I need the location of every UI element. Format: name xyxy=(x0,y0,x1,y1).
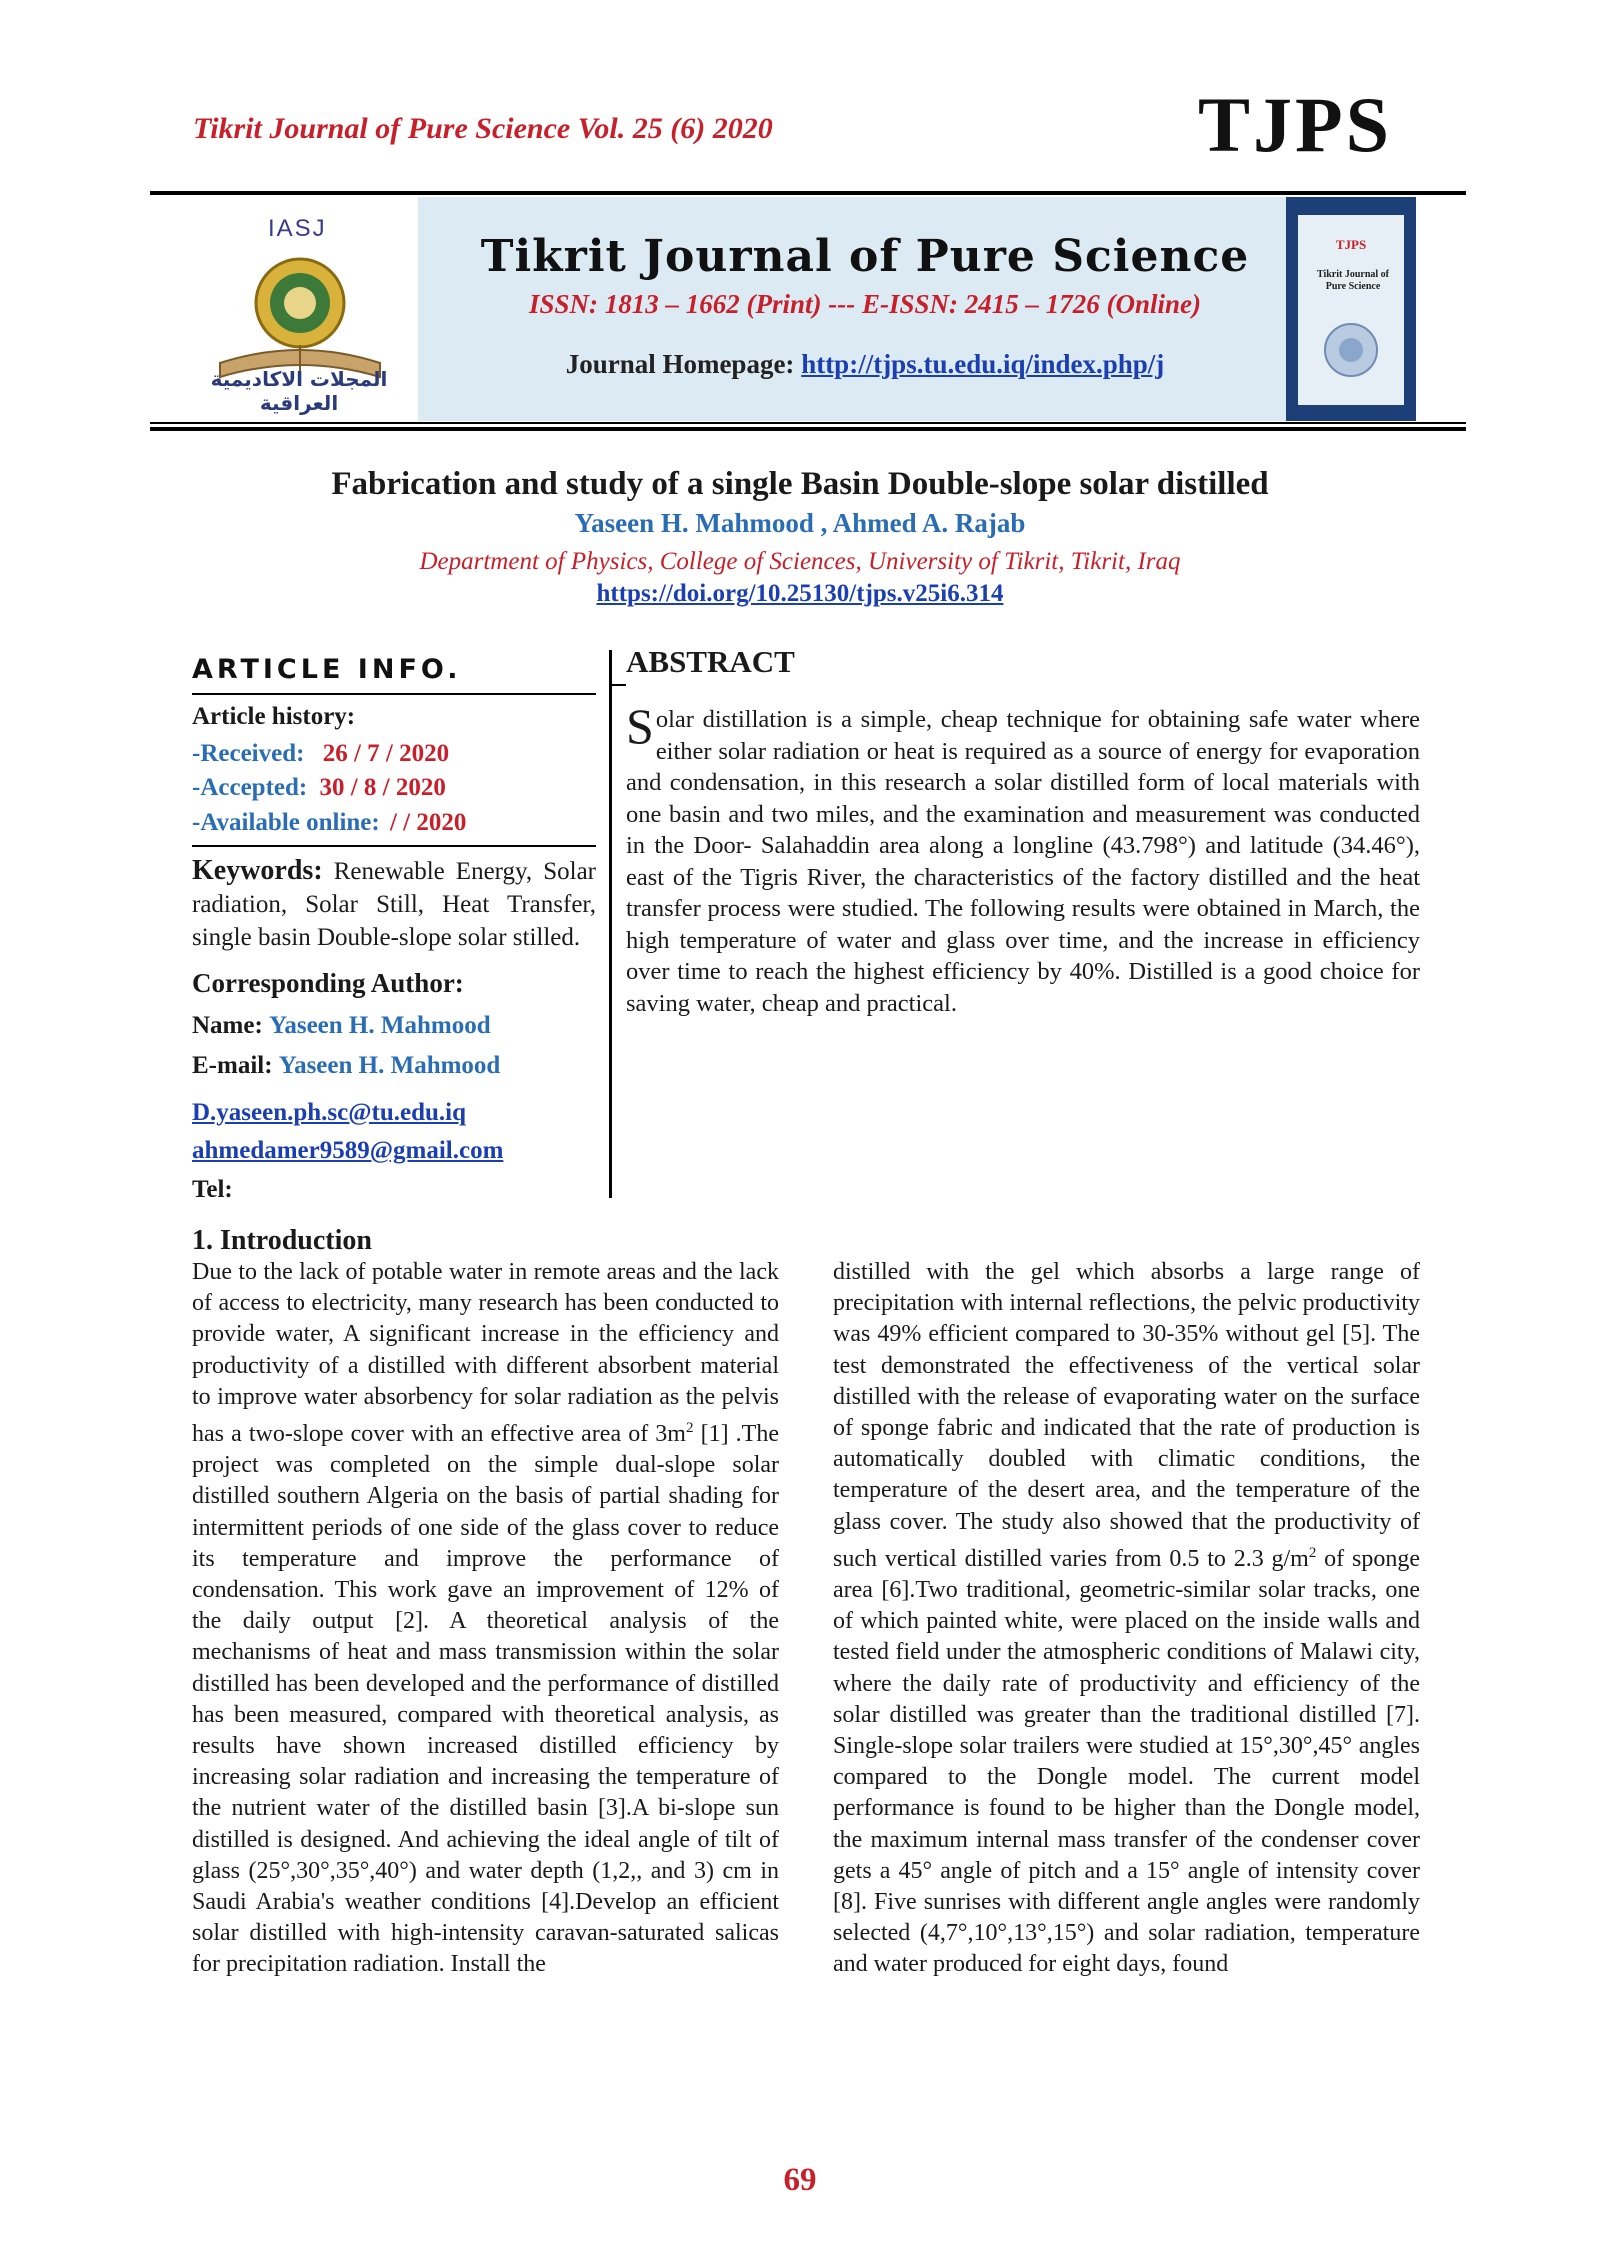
iasj-logo xyxy=(180,215,418,415)
accepted-date xyxy=(192,772,596,805)
article-doi-link[interactable]: https://doi.org/10.25130/tjps.v25i6.314 xyxy=(596,580,1004,607)
received-value: 26 / 7 / 2020 xyxy=(322,739,450,767)
name-label: Name: xyxy=(192,1011,263,1039)
journal-cover-thumbnail xyxy=(1286,197,1416,421)
homepage-label: Journal Homepage: xyxy=(565,349,802,379)
intro-col1-superscript: 2 xyxy=(685,1420,694,1437)
corresponding-author-label: Corresponding Author: xyxy=(192,968,464,999)
intro-col2-superscript: 2 xyxy=(1308,1544,1317,1561)
email-label: E-mail: xyxy=(192,1052,273,1080)
intro-col1-text-a: Due to the lack of potable water in remote areas and the lack of access to electricity, many research has been conducted to provide water, A significant increase in the efficiency and productivity of a distilled with different absorbent material to improve water absorbency for solar radiation as the pelvis has a two-slope cover with an effective area of 3m xyxy=(192,1259,779,1448)
article-title: Fabrication and study of a single Basin Double-slope solar distilled xyxy=(331,466,1269,502)
intro-col2-text-a: distilled with the gel which absorbs a large range of precipitation with internal reflections, the pelvic productivity was 49% efficient compared to 30-35% without gel [5]. The test demonstrated the effectiveness of the vertical solar distilled with the release of evaporating water on the surface of sponge fabric and indicated that the rate of production is automatically doubled with climatic conditions, the temperature of the desert area, and the temperature of the glass cover. The study also showed that the productivity of such vertical distilled varies from 0.5 to 2.3 g/m xyxy=(833,1259,1420,1572)
info-divider-2 xyxy=(192,845,596,847)
cover-tjps: TJPS xyxy=(1335,237,1367,252)
introduction-heading: 1. Introduction xyxy=(192,1225,372,1256)
page-number: 69 xyxy=(783,2162,817,2198)
keywords xyxy=(192,853,596,954)
keywords-label: Keywords: xyxy=(192,855,323,887)
journal-banner xyxy=(150,197,1466,421)
info-divider xyxy=(192,693,596,695)
journal-name: Tikrit Journal of Pure Science xyxy=(480,231,1250,282)
name-value: Yaseen H. Mahmood xyxy=(269,1011,491,1039)
iasj-arabic-name: المجلات الاكاديمية العراقية xyxy=(210,367,388,415)
journal-homepage xyxy=(418,349,1312,380)
article-authors: Yaseen H. Mahmood , Ahmed A. Rajab xyxy=(574,508,1026,538)
email-value: Yaseen H. Mahmood xyxy=(278,1052,501,1080)
article-history-label: Article history: xyxy=(192,703,356,731)
cover-panel xyxy=(1298,215,1404,405)
abstract-heading: ABSTRACT xyxy=(626,644,795,679)
iasj-logo-text: IASJ xyxy=(268,215,327,242)
available-value: / / 2020 xyxy=(389,808,467,836)
abstract-body: olar distillation is a simple, cheap technique for obtaining safe water where either solar radiation or heat is required as a source of energy for evaporation and condensation, in this research a solar distilled form of local materials with one basin and two miles, and the examination and measurement was conducted in the Door- Salahaddin area along a longline (43.798°) and latitude (34.46°), east of the Tigris River, the characteristics of the factory distilled and the heat transfer process were studied. The following results were obtained in March, the high temperature of water and glass over time, and the increase in efficiency over time to reach the highest efficiency by 40%. Distilled is a good choice for saving water, cheap and practical. xyxy=(626,706,1420,1017)
abstract xyxy=(626,644,1420,1019)
received-label: -Received: xyxy=(192,739,305,767)
abstract-divider xyxy=(610,684,626,686)
available-label: -Available online: xyxy=(192,808,380,836)
email-link-row-2 xyxy=(192,1135,596,1168)
corresponding-email xyxy=(192,1050,596,1083)
header-rule-top xyxy=(150,191,1466,195)
keywords-value: Renewable Energy, Solar radiation, Solar Still, Heat Transfer, single basin Double-slope solar stilled. xyxy=(192,858,596,951)
cover-emblem-icon xyxy=(1298,315,1404,385)
article-info xyxy=(192,652,596,1206)
header-rule-bottom-1 xyxy=(150,422,1466,424)
email-link-1[interactable]: D.yaseen.ph.sc@tu.edu.iq xyxy=(192,1098,466,1126)
journal-abbreviation: TJPS xyxy=(1198,81,1393,168)
running-head: Tikrit Journal of Pure Science Vol. 25 (6) 2020 xyxy=(193,112,773,145)
homepage-link[interactable]: http://tjps.tu.edu.iq/index.php/j xyxy=(801,349,1165,379)
received-date xyxy=(192,738,596,771)
intro-col2-text-b: of sponge area [6].Two traditional, geometric-similar solar tracks, one of which painted white, were placed on the inside walls and tested field under the atmospheric conditions of Malawi city, where the daily rate of productivity and efficiency of the solar distilled was greater than the traditional distilled [7]. Single-slope solar trailers were studied at 15°,30°,45° angles compared to the Dongle model. The current model performance is found to be higher than the Dongle model, the maximum internal mass transfer of the condenser cover gets a 45° angle of pitch and a 15° angle of intensity cover [8]. Five sunrises with different angle angles were randomly selected (4,7°,10°,13°,15°) and solar radiation, temperature and water produced for eight days, found xyxy=(833,1545,1420,1978)
corresponding-name xyxy=(192,1010,596,1043)
abstract-text xyxy=(626,698,1420,1019)
email-link-row-1 xyxy=(192,1097,596,1130)
body-column-right xyxy=(833,1257,1420,1981)
intro-col1-text-b: [1] .The project was completed on the simple dual-slope solar distilled southern Algeria on the basis of partial shading for intermittent periods of one side of the glass cover to reduce its temperature and improve the performance of condensation. This work gave an improvement of 12% of the daily output [2]. A theoretical analysis of the mechanisms of heat and mass transmission within the solar distilled has been developed and the performance of distilled has been measured, compared with theoretical analysis, as results have shown increased distilled efficiency by increasing solar radiation and increasing the temperature of the nutrient water of the distilled basin [3].A bi-slope sun distilled is designed. And achieving the ideal angle of tilt of glass (25°,30°,35°,40°) and water depth (1,2,, and 3) cm in Saudi Arabia's weather conditions [4].Develop an efficient solar distilled with high-intensity caravan-saturated salicas for precipitation radiation. Install the xyxy=(192,1421,779,1978)
cover-title: Tikrit Journal of Pure Science xyxy=(1316,269,1390,292)
journal-issn: ISSN: 1813 – 1662 (Print) --- E-ISSN: 2415 – 1726 (Online) xyxy=(528,289,1202,319)
available-date xyxy=(192,807,596,840)
article-affiliation: Department of Physics, College of Sciences, University of Tikrit, Tikrit, Iraq xyxy=(419,548,1181,575)
article-info-heading: ARTICLE INFO. xyxy=(192,654,462,685)
abstract-dropcap: S xyxy=(626,698,654,754)
accepted-label: -Accepted: xyxy=(192,774,308,802)
tel-label: Tel: xyxy=(192,1175,233,1203)
body-column-left xyxy=(192,1257,779,1981)
accepted-value: 30 / 8 / 2020 xyxy=(319,774,446,802)
header-rule-bottom-2 xyxy=(150,427,1466,431)
email-link-2[interactable]: ahmedamer9589@gmail.com xyxy=(192,1137,504,1165)
column-divider xyxy=(609,650,612,1198)
